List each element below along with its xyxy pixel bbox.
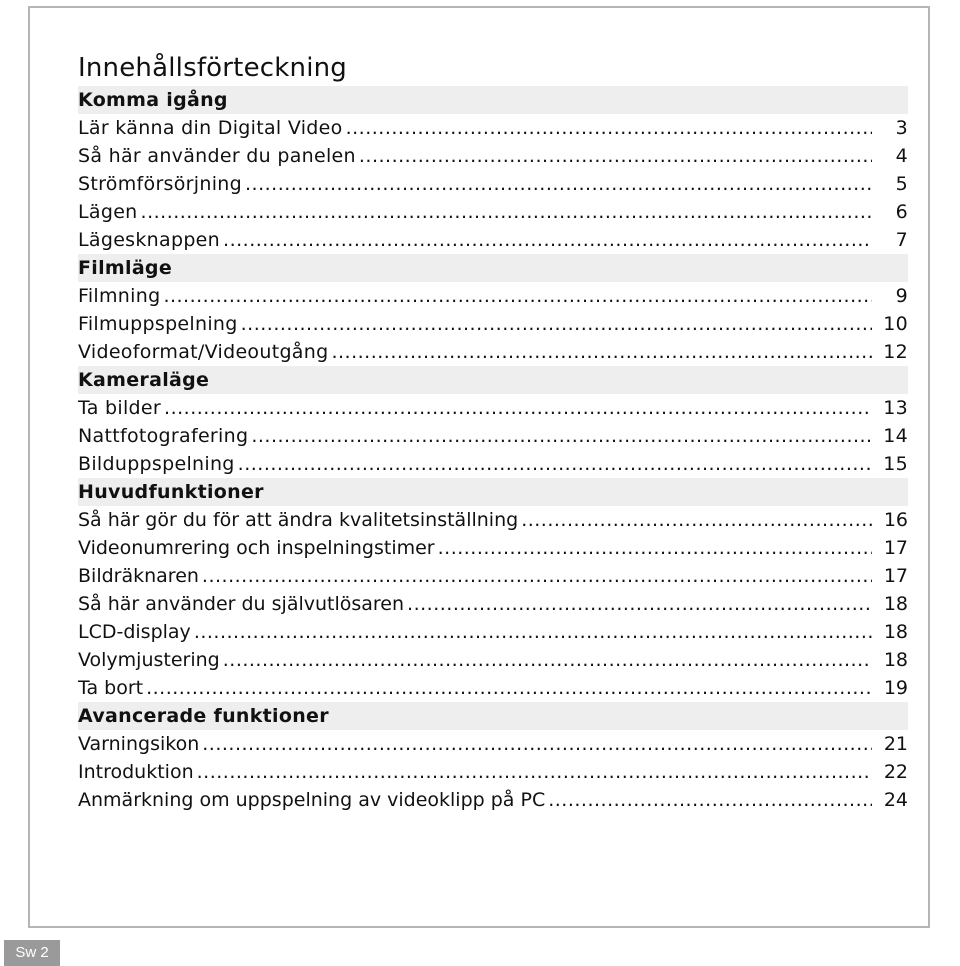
toc-entry[interactable] xyxy=(78,646,908,674)
toc-entry[interactable] xyxy=(78,338,908,366)
toc-entry[interactable] xyxy=(78,282,908,310)
toc-entry-label: Varningsikon xyxy=(78,733,200,755)
dot-leader xyxy=(197,758,872,786)
dot-leader xyxy=(251,422,872,450)
toc-entry-label: Filmning xyxy=(78,285,161,307)
toc-title: Innehållsförteckning xyxy=(78,53,348,83)
dot-leader xyxy=(359,142,872,170)
toc-entry-page: 4 xyxy=(895,145,908,167)
dot-leader xyxy=(202,562,872,590)
dot-leader xyxy=(407,590,872,618)
toc-entry-page: 7 xyxy=(895,229,908,251)
toc-entry[interactable] xyxy=(78,674,908,702)
toc-entry[interactable] xyxy=(78,534,908,562)
toc-entry[interactable] xyxy=(78,422,908,450)
toc-entry[interactable] xyxy=(78,618,908,646)
toc-entry-page: 13 xyxy=(883,397,908,419)
toc-entry-page: 15 xyxy=(883,453,908,475)
toc-entry-label: Volymjustering xyxy=(78,649,220,671)
toc-entry[interactable] xyxy=(78,590,908,618)
section-heading-huvudfunktioner: Huvudfunktioner xyxy=(78,478,908,506)
toc-entry-label: Lägesknappen xyxy=(78,229,221,251)
toc-entry-page: 18 xyxy=(883,621,908,643)
dot-leader xyxy=(331,338,872,366)
toc-entry-page: 10 xyxy=(883,313,908,335)
toc-entry-page: 6 xyxy=(895,201,908,223)
toc-entry-label: Nattfotografering xyxy=(78,425,249,447)
dot-leader xyxy=(346,114,872,142)
toc-entry-label: Videonumrering och inspelningstimer xyxy=(78,537,435,559)
dot-leader xyxy=(238,450,872,478)
toc-entry[interactable] xyxy=(78,170,908,198)
toc-entry-label: Filmuppspelning xyxy=(78,313,238,335)
section-heading-komma-igang: Komma igång xyxy=(78,86,908,114)
dot-leader xyxy=(241,310,872,338)
page-number-badge: Sw 2 xyxy=(4,940,60,966)
toc-entry-label: Bildräknaren xyxy=(78,565,199,587)
toc-entry-page: 17 xyxy=(883,565,908,587)
toc-entry[interactable] xyxy=(78,506,908,534)
toc-entry-label: Videoformat/Videoutgång xyxy=(78,341,329,363)
toc-entry[interactable] xyxy=(78,562,908,590)
dot-leader xyxy=(438,534,872,562)
toc-entry-page: 14 xyxy=(883,425,908,447)
toc-entry-label: Så här gör du för att ändra kvalitetsinställning xyxy=(78,509,519,531)
toc-entry-page: 18 xyxy=(883,649,908,671)
section-heading-kameralage: Kameraläge xyxy=(78,366,908,394)
toc-entry[interactable] xyxy=(78,198,908,226)
section-heading-avancerade-funktioner: Avancerade funktioner xyxy=(78,702,908,730)
toc-entry-page: 21 xyxy=(883,733,908,755)
toc-entry-label: Lägen xyxy=(78,201,138,223)
dot-leader xyxy=(548,786,872,814)
toc-entry-label: Så här använder du panelen xyxy=(78,145,356,167)
toc-entry-label: Ta bilder xyxy=(78,397,162,419)
toc-entry-page: 3 xyxy=(895,117,908,139)
toc-entry-page: 22 xyxy=(883,761,908,783)
toc-entry-page: 9 xyxy=(895,285,908,307)
dot-leader xyxy=(141,198,872,226)
toc-entry-page: 16 xyxy=(883,509,908,531)
dot-leader xyxy=(146,674,872,702)
toc-entry[interactable] xyxy=(78,310,908,338)
toc-entry-page: 19 xyxy=(883,677,908,699)
dot-leader xyxy=(521,506,872,534)
toc-entry[interactable] xyxy=(78,758,908,786)
toc-entry-label: Ta bort xyxy=(78,677,144,699)
dot-leader xyxy=(194,618,872,646)
toc-entry-page: 5 xyxy=(895,173,908,195)
toc-entry-label: Så här använder du självutlösaren xyxy=(78,593,405,615)
toc-entry-page: 12 xyxy=(883,341,908,363)
toc-entry-label: Anmärkning om uppspelning av videoklipp på PC xyxy=(78,789,546,811)
toc-entry[interactable] xyxy=(78,394,908,422)
toc-entry-label: LCD-display xyxy=(78,621,191,643)
toc-entry[interactable] xyxy=(78,226,908,254)
toc-entry-label: Introduktion xyxy=(78,761,194,783)
dot-leader xyxy=(163,282,872,310)
dot-leader xyxy=(223,226,872,254)
dot-leader xyxy=(223,646,872,674)
dot-leader xyxy=(202,730,872,758)
toc-entry[interactable] xyxy=(78,450,908,478)
table-of-contents xyxy=(78,50,908,814)
toc-entry-label: Strömförsörjning xyxy=(78,173,242,195)
dot-leader xyxy=(164,394,872,422)
toc-entry-label: Bilduppspelning xyxy=(78,453,235,475)
dot-leader xyxy=(245,170,872,198)
toc-entry-page: 24 xyxy=(883,789,908,811)
toc-entry-page: 17 xyxy=(883,537,908,559)
toc-entry-label: Lär känna din Digital Video xyxy=(78,117,343,139)
toc-entry[interactable] xyxy=(78,114,908,142)
toc-entry[interactable] xyxy=(78,786,908,814)
toc-entry-page: 18 xyxy=(883,593,908,615)
toc-entry[interactable] xyxy=(78,142,908,170)
toc-entry[interactable] xyxy=(78,730,908,758)
section-heading-filmlage: Filmläge xyxy=(78,254,908,282)
